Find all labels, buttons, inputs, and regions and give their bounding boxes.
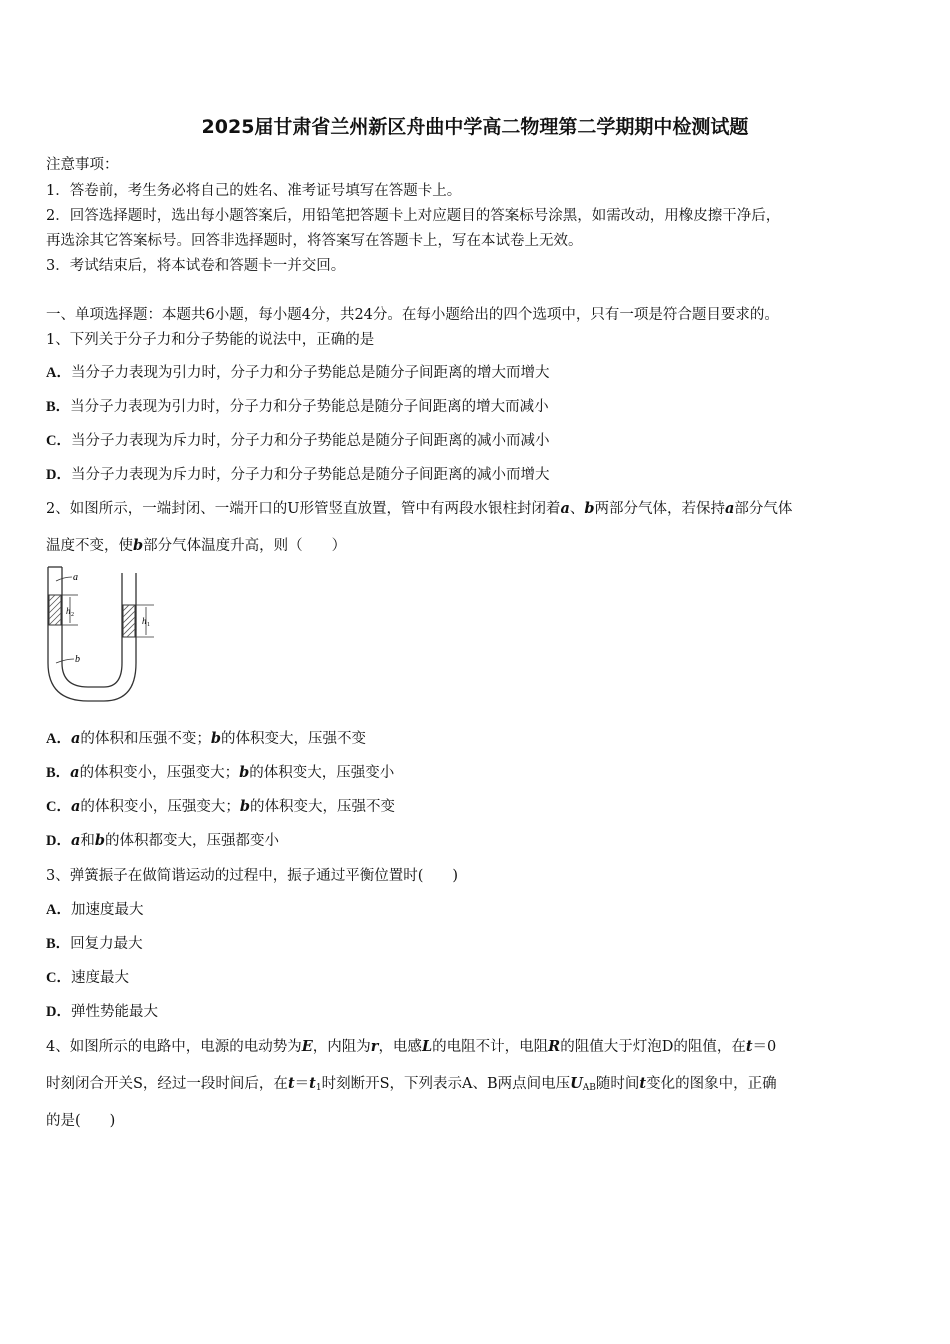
page-title: 2025届甘肃省兰州新区舟曲中学高二物理第二学期期中检测试题 bbox=[201, 116, 749, 138]
figure-label-h2-sub: 2 bbox=[71, 612, 74, 618]
q4-stem-line1: 4、如图所示的电路中，电源的电动势为E，内阻为r，电感L的电阻不计，电阻R的阻值大于灯泡D的阻值，在t＝0 bbox=[46, 1038, 777, 1055]
u-tube-figure bbox=[44, 563, 164, 708]
q2-option-c: C．a的体积变小，压强变大；b的体积变大，压强不变 bbox=[46, 798, 396, 815]
q3-stem: 3、弹簧振子在做简谐运动的过程中，振子通过平衡位置时( ) bbox=[46, 868, 459, 884]
q1-option-c: C．当分子力表现为斥力时，分子力和分子势能总是随分子间距离的减小而减小 bbox=[46, 433, 550, 449]
figure-label-a: a bbox=[73, 572, 78, 583]
notice-item: 3．考试结束后，将本试卷和答题卡一并交回。 bbox=[46, 258, 346, 274]
q1-option-b: B．当分子力表现为引力时，分子力和分子势能总是随分子间距离的增大而减小 bbox=[46, 399, 549, 415]
q2-stem-line2: 温度不变，使b部分气体温度升高，则（ ） bbox=[46, 537, 347, 554]
notice-heading: 注意事项： bbox=[46, 157, 119, 173]
q3-option-a: A．加速度最大 bbox=[46, 902, 144, 918]
q2-stem-line1: 2、如图所示，一端封闭、一端开口的U形管竖直放置，管中有两段水银柱封闭着a、b两部分气体，若保持a部分气体 bbox=[46, 500, 793, 517]
notice-item: 2．回答选择题时，选出每小题答案后，用铅笔把答题卡上对应题目的答案标号涂黑，如需改动，用橡皮擦干净后， bbox=[46, 208, 781, 224]
figure-label-h1-sub: 1 bbox=[147, 622, 150, 628]
figure-label-h1: h bbox=[142, 616, 147, 626]
q2-option-b: B．a的体积变小，压强变大；b的体积变大，压强变小 bbox=[46, 764, 395, 781]
q2-option-d: D．a和b的体积都变大，压强都变小 bbox=[46, 832, 280, 849]
figure-label-h2: h bbox=[66, 606, 71, 616]
q1-option-d: D．当分子力表现为斥力时，分子力和分子势能总是随分子间距离的减小而增大 bbox=[46, 467, 550, 483]
notice-item: 再选涂其它答案标号。回答非选择题时，将答案写在答题卡上，写在本试卷上无效。 bbox=[46, 233, 583, 249]
q4-stem-line3: 的是( ) bbox=[46, 1113, 116, 1129]
q1-stem: 1、下列关于分子力和分子势能的说法中，正确的是 bbox=[46, 332, 375, 348]
figure-label-b: b bbox=[75, 654, 80, 665]
q2-option-a: A．a的体积和压强不变；b的体积变大，压强不变 bbox=[46, 730, 367, 747]
q3-option-d: D．弹性势能最大 bbox=[46, 1004, 158, 1020]
q4-stem-line2: 时刻闭合开关S，经过一段时间后，在$t=t_1$时刻断开S，下列表示A、B两点间电压$U_{AB}$随时间t变化的图象中，正确 bbox=[46, 1075, 777, 1093]
section-heading: 一、单项选择题：本题共6小题，每小题4分，共24分。在每小题给出的四个选项中，只有一项是符合题目要求的。 bbox=[46, 307, 779, 323]
notice-item: 1．答卷前，考生务必将自己的姓名、准考证号填写在答题卡上。 bbox=[46, 183, 462, 199]
q1-option-a: A．当分子力表现为引力时，分子力和分子势能总是随分子间距离的增大而增大 bbox=[46, 365, 550, 381]
q3-option-b: B．回复力最大 bbox=[46, 936, 143, 952]
q3-option-c: C．速度最大 bbox=[46, 970, 129, 986]
